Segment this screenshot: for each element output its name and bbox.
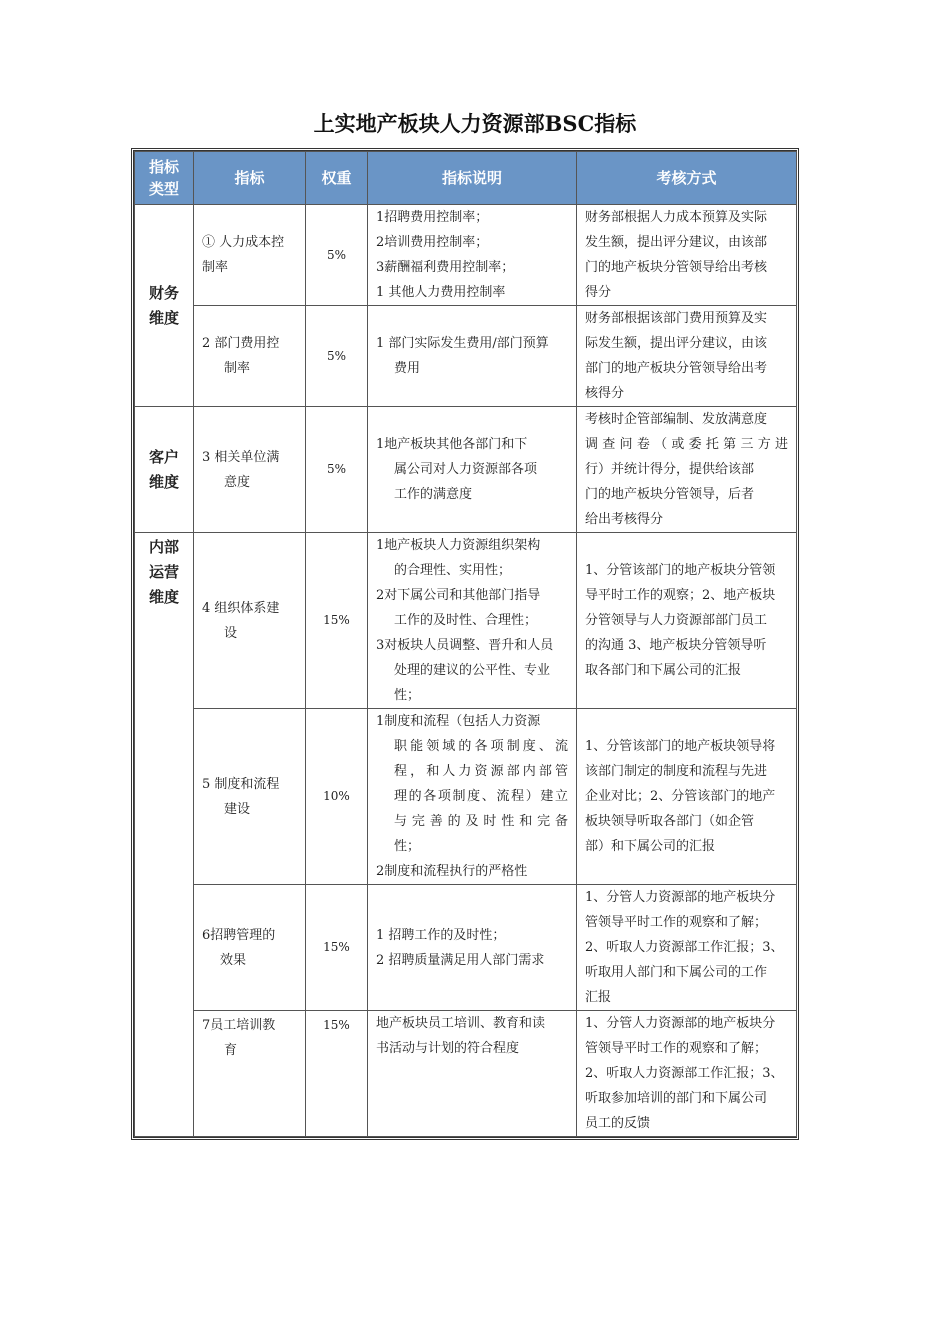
description-cell: 地产板块员工培训、教育和读 书活动与计划的符合程度	[368, 1011, 577, 1137]
weight-cell: 5%	[306, 306, 368, 407]
weight-cell: 15%	[306, 533, 368, 709]
indicator-cell: 2 部门费用控 制率	[194, 306, 306, 407]
method-cell: 1、分管人力资源部的地产板块分 管领导平时工作的观察和了解； 2、听取人力资源部工作汇报；3、 听取参加培训的部门和下属公司 员工的反馈	[577, 1011, 797, 1137]
weight-cell: 5%	[306, 205, 368, 306]
indicator-cell: ① 人力成本控 制率	[194, 205, 306, 306]
header-description: 指标说明	[368, 152, 577, 205]
method-cell: 1、分管人力资源部的地产板块分 管领导平时工作的观察和了解； 2、听取人力资源部工作汇报；3、 听取用人部门和下属公司的工作 汇报	[577, 885, 797, 1011]
description-cell: 1 招聘工作的及时性； 2 招聘质量满足用人部门需求	[368, 885, 577, 1011]
indicator-cell: 5 制度和流程 建设	[194, 709, 306, 885]
dimension-internal-operations: 内部 运营 维度	[135, 533, 194, 1137]
header-method: 考核方式	[577, 152, 797, 205]
weight-cell: 15%	[306, 1011, 368, 1137]
weight-cell: 5%	[306, 407, 368, 533]
page-title: 上实地产板块人力资源部BSC指标	[313, 111, 637, 136]
method-cell: 1、分管该部门的地产板块领导将 该部门制定的制度和流程与先进 企业对比；2、分管该部门的地产 板块领导听取各部门（如企管 部）和下属公司的汇报	[577, 709, 797, 885]
description-cell: 1招聘费用控制率； 2培训费用控制率； 3薪酬福利费用控制率； 1 其他人力费用控制率	[368, 205, 577, 306]
description-cell: 1 部门实际发生费用/部门预算 费用	[368, 306, 577, 407]
dimension-finance: 财务 维度	[135, 205, 194, 407]
method-cell: 考核时企管部编制、发放满意度 调查问卷（或委托第三方进 行）并统计得分，提供给该部 门的地产板块分管领导，后者 给出考核得分	[577, 407, 797, 533]
description-cell: 1地产板块人力资源组织架构 的合理性、实用性； 2对下属公司和其他部门指导 工作的及时性、合理性； 3对板块人员调整、晋升和人员 处理的建议的公平性、专业 性；	[368, 533, 577, 709]
method-cell: 财务部根据人力成本预算及实际 发生额，提出评分建议，由该部 门的地产板块分管领导给出考核 得分	[577, 205, 797, 306]
table-row	[135, 1011, 797, 1137]
description-cell: 1地产板块其他各部门和下 属公司对人力资源部各项 工作的满意度	[368, 407, 577, 533]
method-cell: 财务部根据该部门费用预算及实 际发生额，提出评分建议，由该 部门的地产板块分管领导给出考 核得分	[577, 306, 797, 407]
weight-cell: 15%	[306, 885, 368, 1011]
indicator-cell: 7员工培训教 育	[194, 1011, 306, 1137]
header-indicator: 指标	[194, 152, 306, 205]
indicator-cell: 6招聘管理的 效果	[194, 885, 306, 1011]
table-row	[135, 407, 797, 533]
indicator-cell: 4 组织体系建 设	[194, 533, 306, 709]
table-row	[135, 205, 797, 306]
description-cell: 1制度和流程（包括人力资源 职能领域的各项制度、流 程，和人力资源部内部管 理的各项制度、流程）建立 与完善的及时性和完备 性； 2制度和流程执行的严格性	[368, 709, 577, 885]
method-cell: 1、分管该部门的地产板块分管领 导平时工作的观察；2、地产板块 分管领导与人力资源部部门员工 的沟通 3、地产板块分管领导听 取各部门和下属公司的汇报	[577, 533, 797, 709]
header-weight: 权重	[306, 152, 368, 205]
header-category: 指标 类型	[135, 152, 194, 205]
dimension-customer: 客户 维度	[135, 407, 194, 533]
bsc-table	[134, 151, 797, 1137]
table-row	[135, 885, 797, 1011]
bsc-table-frame	[131, 148, 799, 1140]
table-row	[135, 709, 797, 885]
table-row	[135, 306, 797, 407]
weight-cell: 10%	[306, 709, 368, 885]
header-row	[135, 152, 797, 205]
table-row	[135, 533, 797, 709]
indicator-cell: 3 相关单位满 意度	[194, 407, 306, 533]
